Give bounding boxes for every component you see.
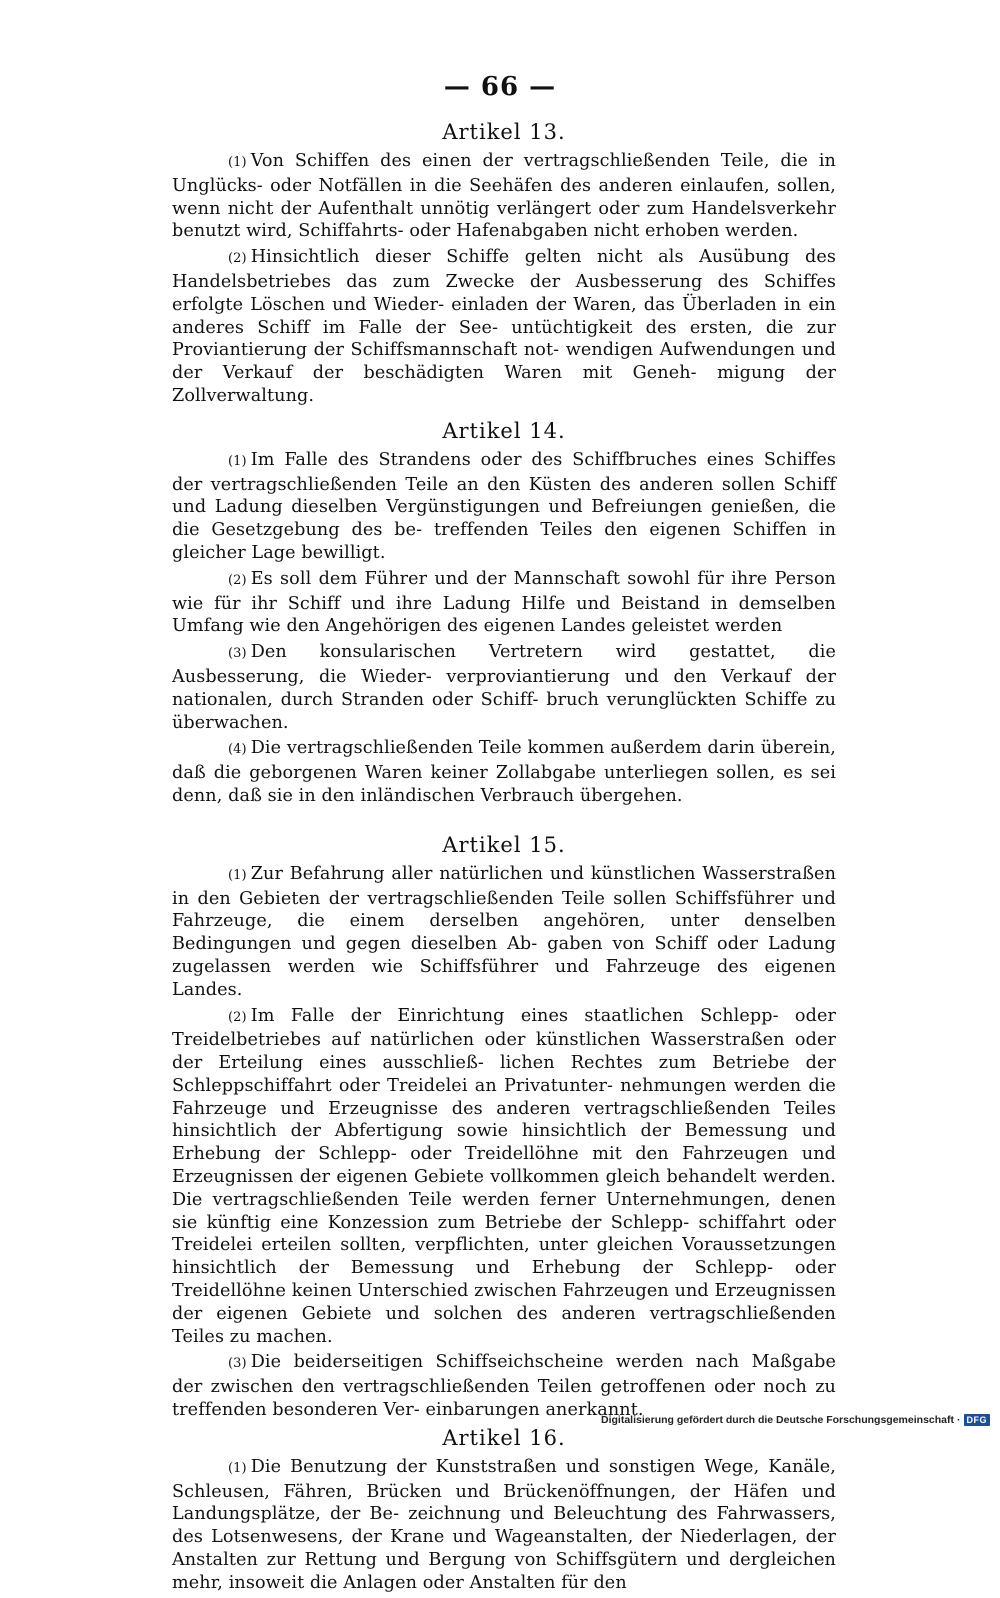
article-15-paragraph-3 [172, 1351, 836, 1421]
article-16-heading: Artikel 16. [442, 1425, 566, 1450]
article-14-paragraph-1 [172, 449, 836, 565]
paragraph-number: (4) [228, 742, 247, 758]
dfg-logo: DFG [964, 1414, 991, 1426]
article-13-paragraph-1 [172, 150, 836, 243]
footer-separator: · [957, 1414, 961, 1426]
article-15-heading: Artikel 15. [442, 832, 566, 857]
paragraph-text: Von Schiffen des einen der vertragschließenden Teile, die in Unglücks- oder Notfällen in die Seehäfen des anderen einlaufen, sollen, wenn nicht der Aufenthalt unnötig verlängert oder zum Handelsverkehr benutzt wird, Schiffahrts- oder Hafenabgaben nicht erhoben werden. [172, 151, 836, 242]
paragraph-number: (3) [228, 646, 247, 662]
paragraph-text: Im Falle der Einrichtung eines staatlichen Schlepp- oder Treidelbetriebes auf natürlichen oder künstlichen Wasserstraßen oder der Erteilung eines ausschließ- lichen Rechtes zum Betriebe der Schleppschiffahrt oder Treidelei an Privatunter- nehmungen werden die Fahrzeuge und Erzeugnisse des anderen vertragschließenden Teiles hinsichtlich der Abfertigung sowie hinsichtlich der Bemessung und Erhebung der Schlepp- oder Treidellöhne mit den Fahrzeugen und Erzeugnissen der eigenen Gebiete vollkommen gleich behandelt werden. Die vertragschließenden Teile werden ferner Unternehmungen, denen sie künftig eine Konzession zum Betriebe der Schlepp- schiffahrt oder Treidelei erteilen sollten, verpflichten, unter gleichen Voraussetzungen hinsichtlich der Bemessung und Erhebung der Schlepp- oder Treidellöhne keinen Unterschied zwischen Fahrzeugen und Erzeugnissen der eigenen Gebiete und solchen des anderen vertragschließenden Teiles zu machen. [172, 1005, 836, 1347]
paragraph-text: Es soll dem Führer und der Mannschaft sowohl für ihre Person wie für ihr Schiff und ihre Ladung Hilfe und Beistand in demselben Umfang wie den Angehörigen des eigenen Landes geleistet werden [172, 568, 836, 637]
article-13-heading: Artikel 13. [442, 120, 566, 144]
digitization-footer [601, 1414, 990, 1426]
paragraph-text: Hinsichtlich dieser Schiffe gelten nicht als Ausübung des Handelsbetriebes das zum Zwecke der Ausbesserung des Schiffes erfolgte Löschen und Wieder- einladen der Waren, das Überladen in ein anderes Schiff im Falle der See- untüchtigkeit des ersten, die zur Proviantierung der Schiffsmannschaft not- wendigen Aufwendungen und der Verkauf der beschädigten Waren mit Geneh- migung der Zollverwaltung. [172, 247, 836, 406]
paragraph-text: Die beiderseitigen Schiffseichscheine werden nach Maßgabe der zwischen den vertragschließenden Teilen getroffenen oder noch zu treffenden besonderen Ver- einbarungen anerkannt. [172, 1352, 836, 1421]
page-number: — 66 — [443, 72, 557, 102]
paragraph-text: Zur Befahrung aller natürlichen und künstlichen Wasserstraßen in den Gebieten der vertragschließenden Teile sollen Schiffsführer und Fahrzeuge, die einem derselben angehören, unter denselben Bedingungen und gegen dieselben Ab- gaben von Schiff oder Ladung zugelassen werden wie Schiffsführer und Fahrzeuge des eigenen Landes. [172, 863, 836, 1000]
paragraph-number: (1) [228, 1460, 247, 1476]
paragraph-number: (1) [228, 453, 247, 469]
paragraph-text: Die Benutzung der Kunststraßen und sonstigen Wege, Kanäle, Schleusen, Fähren, Brücken und Brückenöffnungen, der Häfen und Landungsplätze, der Be- zeichnung und Beleuchtung des Fahrwassers, des Lotsenwesens, der Krane und Wageanstalten, der Niederlagen, der Anstalten zur Rettung und Bergung von Schiffsgütern und dergleichen mehr, insoweit die Anlagen oder Anstalten für den [172, 1456, 836, 1593]
article-15-paragraph-2 [172, 1005, 836, 1349]
article-13-paragraph-2 [172, 246, 836, 408]
article-14-paragraph-3 [172, 641, 836, 734]
paragraph-text: Den konsularischen Vertretern wird gestattet, die Ausbesserung, die Wieder- verproviantierung und den Verkauf der nationalen, durch Stranden oder Schiff- bruch verunglückten Schiffe zu überwachen. [172, 642, 836, 733]
paragraph-number: (1) [228, 155, 247, 170]
article-16-paragraph-1 [172, 1456, 836, 1595]
paragraph-number: (1) [228, 867, 247, 883]
footer-text: Digitalisierung gefördert durch die Deutsche Forschungsgemeinschaft [601, 1414, 954, 1426]
paragraph-number: (2) [228, 572, 247, 588]
paragraph-number: (2) [228, 251, 247, 267]
document-body [172, 116, 836, 1598]
article-14-paragraph-4 [172, 737, 836, 807]
paragraph-number: (2) [228, 1009, 247, 1025]
paragraph-text: Im Falle des Strandens oder des Schiffbruches eines Schiffes der vertragschließenden Teile an den Küsten des anderen sollen Schiff und Ladung dieselben Vergünstigungen und Befreiungen genießen, die die Gesetzgebung des be- treffenden Teiles den eigenen Schiffen in gleicher Lage bewilligt. [172, 449, 836, 563]
paragraph-number: (3) [228, 1356, 247, 1372]
article-14-paragraph-2 [172, 568, 836, 638]
paragraph-text: Die vertragschließenden Teile kommen außerdem darin überein, daß die geborgenen Waren keiner Zollabgabe unterliegen sollen, es sei denn, daß sie in den inländischen Verbrauch übergehen. [172, 738, 836, 806]
article-14-heading: Artikel 14. [442, 418, 566, 443]
article-15-paragraph-1 [172, 863, 836, 1002]
